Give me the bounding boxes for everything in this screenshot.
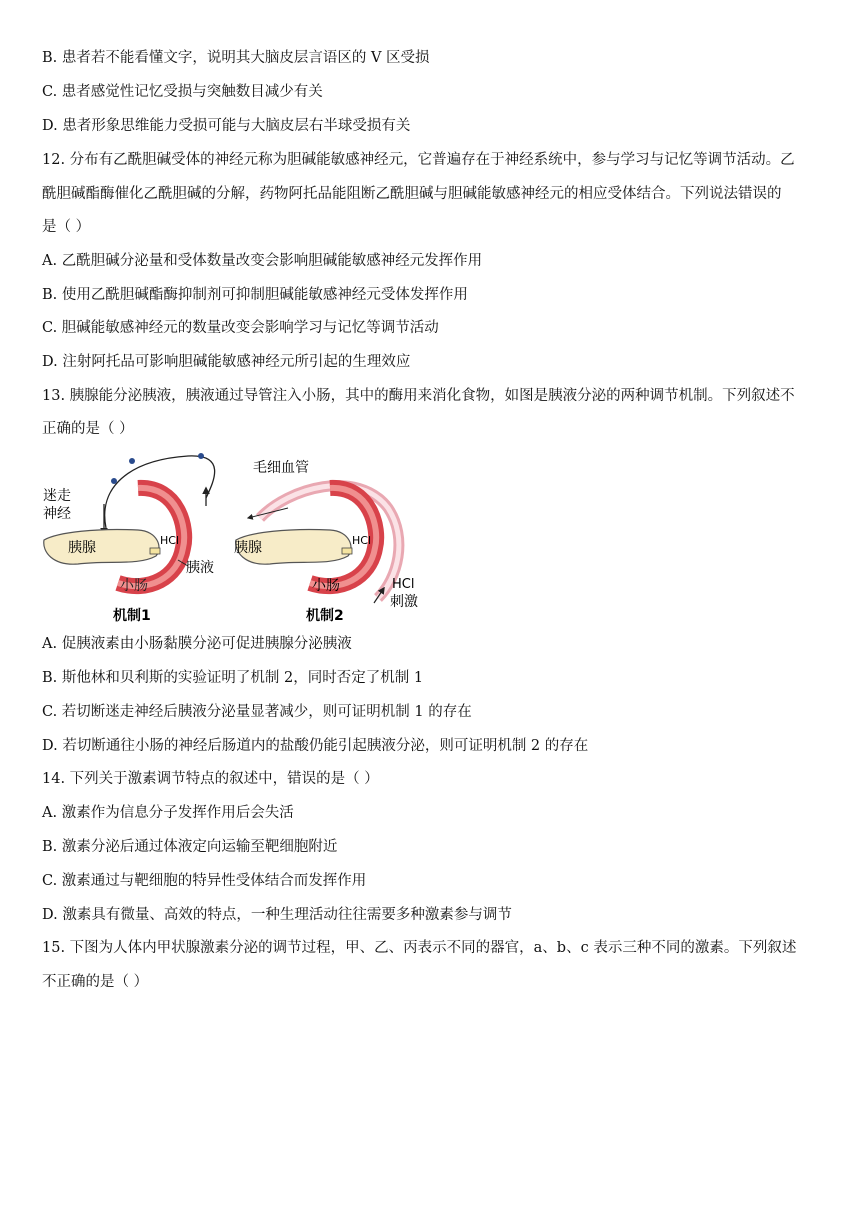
- hcl-label-2: HCl: [352, 534, 372, 547]
- q12-stem-line-1: 12. 分布有乙酰胆碱受体的神经元称为胆碱能敏感神经元，它普遍存在于神经系统中，参与学习与记忆等调节活动。乙: [42, 152, 795, 168]
- intestine-label-1: 小肠: [120, 578, 148, 594]
- pancreas-regulation-figure: [38, 448, 438, 628]
- q14-option-b: B. 激素分泌后通过体液定向运输至靶细胞附近: [42, 839, 338, 855]
- capillary-label: 毛细血管: [253, 460, 309, 476]
- neuron-node-icon: [198, 453, 204, 459]
- neuron-node-icon: [129, 458, 135, 464]
- q13-option-d: D. 若切断通往小肠的神经后肠道内的盐酸仍能引起胰液分泌，则可证明机制 2 的存在: [42, 738, 589, 754]
- neuron-node-icon: [111, 478, 117, 484]
- pancreas-label-2: 胰腺: [234, 540, 262, 556]
- hcl-stimulus-label-line2: 刺激: [390, 594, 418, 610]
- vagus-label-line2: 神经: [43, 506, 71, 522]
- juice-label: 胰液: [186, 560, 214, 576]
- q13-stem-line-2: 正确的是（ ）: [42, 421, 134, 437]
- q12-stem-line-2: 酰胆碱酯酶催化乙酰胆碱的分解，药物阿托品能阻断乙酰胆碱与胆碱能敏感神经元的相应受体结合。下列说法错误的: [42, 186, 782, 202]
- intestine-label-2: 小肠: [312, 578, 340, 594]
- q12-option-b: B. 使用乙酰胆碱酯酶抑制剂可抑制胆碱能敏感神经元受体发挥作用: [42, 287, 468, 303]
- q11-option-c: C. 患者感觉性记忆受损与突触数目减少有关: [42, 84, 323, 100]
- q14-stem: 14. 下列关于激素调节特点的叙述中，错误的是（ ）: [42, 771, 379, 787]
- q12-option-a: A. 乙酰胆碱分泌量和受体数量改变会影响胆碱能敏感神经元发挥作用: [42, 253, 483, 269]
- q15-stem-line-1: 15. 下图为人体内甲状腺激素分泌的调节过程，甲、乙、丙表示不同的器官，a、b、c 表示三种不同的激素。下列叙述: [42, 940, 797, 956]
- q12-option-c: C. 胆碱能敏感神经元的数量改变会影响学习与记忆等调节活动: [42, 320, 439, 336]
- q13-option-b: B. 斯他林和贝利斯的实验证明了机制 2，同时否定了机制 1: [42, 670, 424, 686]
- q12-option-d: D. 注射阿托品可影响胆碱能敏感神经元所引起的生理效应: [42, 354, 411, 370]
- q13-option-c: C. 若切断迷走神经后胰液分泌量显著减少，则可证明机制 1 的存在: [42, 704, 472, 720]
- q11-option-b: B. 患者若不能看懂文字，说明其大脑皮层言语区的 V 区受损: [42, 50, 430, 66]
- q14-option-a: A. 激素作为信息分子发挥作用后会失活: [42, 805, 294, 821]
- hcl-label-1: HCl: [160, 534, 180, 547]
- vagus-label-line1: 迷走: [43, 488, 71, 504]
- q15-stem-line-2: 不正确的是（ ）: [42, 974, 149, 990]
- mechanism-1-label: 机制1: [113, 608, 151, 624]
- q14-option-d: D. 激素具有微量、高效的特点，一种生理活动往往需要多种激素参与调节: [42, 907, 512, 923]
- q13-option-a: A. 促胰液素由小肠黏膜分泌可促进胰腺分泌胰液: [42, 636, 352, 652]
- q12-stem-line-3: 是（ ）: [42, 219, 91, 235]
- q13-stem-line-1: 13. 胰腺能分泌胰液，胰液通过导管注入小肠，其中的酶用来消化食物，如图是胰液分泌的两种调节机制。下列叙述不: [42, 388, 795, 404]
- pancreas-shape-1: [44, 529, 159, 564]
- hcl-stimulus-label-line1: HCl: [392, 577, 415, 592]
- mechanism-1-diagram: [43, 453, 215, 624]
- q11-option-d: D. 患者形象思维能力受损可能与大脑皮层右半球受损有关: [42, 118, 411, 134]
- mechanism-2-label: 机制2: [306, 608, 344, 624]
- pancreas-diagram: [38, 448, 438, 628]
- pancreas-label-1: 胰腺: [68, 540, 96, 556]
- mechanism-2-diagram: [234, 460, 418, 624]
- q14-option-c: C. 激素通过与靶细胞的特异性受体结合而发挥作用: [42, 873, 367, 889]
